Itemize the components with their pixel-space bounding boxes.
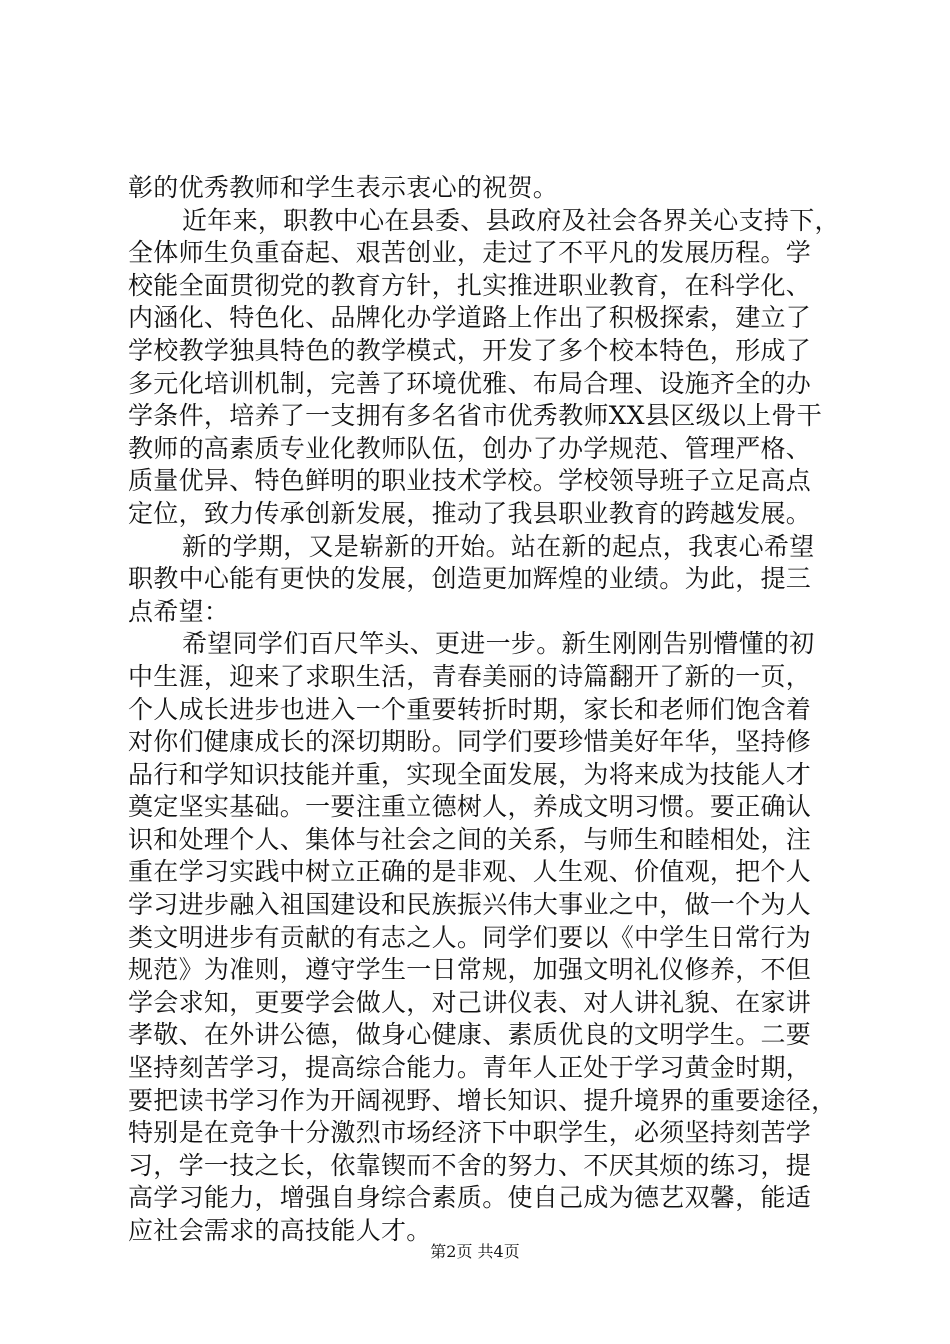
text-line: 校能全面贯彻党的教育方针，扎实推进职业教育，在科学化、 [128, 270, 812, 300]
text-line: 奠定坚实基础。一要注重立德树人，养成文明习惯。要正确认 [128, 792, 812, 822]
text-line: 内涵化、特色化、品牌化办学道路上作出了积极探索，建立了 [128, 303, 812, 333]
text-line: 坚持刻苦学习，提高综合能力。青年人正处于学习黄金时期， [128, 1053, 812, 1083]
text-line: 学校教学独具特色的教学模式，开发了多个校本特色，形成了 [128, 335, 812, 365]
text-line: 品行和学知识技能并重，实现全面发展，为将来成为技能人才 [128, 759, 812, 789]
text-line: 质量优异、特色鲜明的职业技术学校。学校领导班子立足高点 [128, 466, 812, 496]
text-line: 应社会需求的高技能人才。 [128, 1216, 432, 1245]
page-number-label: 第2页 共4页 [430, 1242, 520, 1261]
text-line: 多元化培训机制，完善了环境优雅、布局合理、设施齐全的办 [128, 368, 812, 398]
paragraph-first-line: 希望同学们百尺竿头、更进一步。新生刚刚告别懵懂的初 [182, 629, 815, 659]
text-line: 习，学一技之长，依靠锲而不舍的努力、不厌其烦的练习，提 [128, 1150, 812, 1180]
text-line: 教师的高素质专业化教师队伍，创办了办学规范、管理严格、 [128, 433, 812, 463]
paragraph-first-line: 近年来，职教中心在县委、县政府及社会各界关心支持下， [182, 205, 840, 235]
text-line: 学会求知，更要学会做人，对己讲仪表、对人讲礼貌、在家讲 [128, 987, 812, 1017]
document-body [128, 172, 840, 1248]
text-line: 点希望： [128, 596, 230, 626]
text-line: 全体师生负重奋起、艰苦创业，走过了不平凡的发展历程。学 [128, 238, 812, 268]
text-line: 学习进步融入祖国建设和民族振兴伟大事业之中，做一个为人 [128, 890, 812, 920]
text-line: 定位，致力传承创新发展，推动了我县职业教育的跨越发展。 [128, 498, 812, 528]
text-line: 特别是在竞争十分激烈市场经济下中职学生，必须坚持刻苦学 [128, 1118, 812, 1148]
text-line: 中生涯，迎来了求职生活，青春美丽的诗篇翻开了新的一页， [128, 661, 812, 691]
text-line: 重在学习实践中树立正确的是非观、人生观、价值观，把个人 [128, 857, 812, 887]
text-line: 要把读书学习作为开阔视野、增长知识、提升境界的重要途径， [128, 1085, 837, 1115]
text-line: 高学习能力，增强自身综合素质。使自己成为德艺双馨，能适 [128, 1183, 812, 1213]
text-line: 彰的优秀教师和学生表示衷心的祝贺。 [128, 173, 559, 202]
text-line: 类文明进步有贡献的有志之人。同学们要以《中学生日常行为 [128, 922, 812, 952]
text-line: 孝敬、在外讲公德，做身心健康、素质优良的文明学生。二要 [128, 1020, 812, 1050]
paragraph-first-line: 新的学期，又是崭新的开始。站在新的起点，我衷心希望 [182, 531, 815, 561]
text-line: 学条件，培养了一支拥有多名省市优秀教师XX县区级以上骨干 [128, 401, 822, 431]
text-line: 个人成长进步也进入一个重要转折时期，家长和老师们饱含着 [128, 694, 812, 724]
text-line: 职教中心能有更快的发展，创造更加辉煌的业绩。为此，提三 [128, 564, 812, 594]
page-footer [0, 1240, 950, 1264]
text-line: 对你们健康成长的深切期盼。同学们要珍惜美好年华，坚持修 [128, 727, 812, 757]
text-line: 规范》为准则，遵守学生一日常规，加强文明礼仪修养，不但 [128, 955, 812, 985]
text-line: 识和处理个人、集体与社会之间的关系，与师生和睦相处，注 [128, 824, 812, 854]
